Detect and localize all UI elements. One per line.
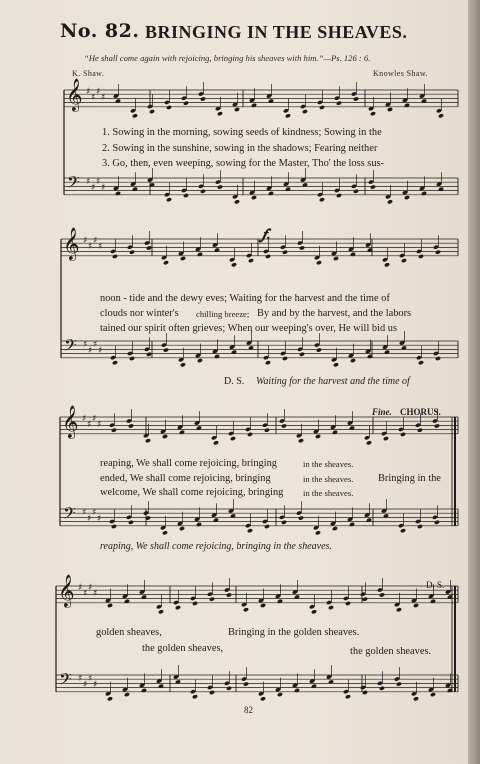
note-head — [316, 348, 322, 353]
note-head — [299, 245, 305, 250]
note-head — [435, 250, 441, 255]
note-head — [196, 522, 202, 527]
key-sharp: ♯ — [101, 93, 106, 103]
note-head — [224, 587, 230, 592]
note-head — [297, 347, 303, 352]
verse-1-line-3b: in the sheaves. — [303, 459, 354, 469]
note-head — [282, 356, 288, 361]
note-head — [434, 423, 440, 428]
note-head — [111, 428, 117, 433]
note-head — [264, 524, 270, 529]
note-head — [215, 180, 221, 185]
note-head — [179, 526, 185, 531]
key-sharp: ♯ — [93, 589, 98, 599]
key-sharp: ♯ — [96, 87, 101, 97]
note-head — [183, 101, 189, 106]
note-head — [144, 347, 150, 352]
note-head — [158, 609, 164, 614]
note-head — [398, 427, 404, 432]
key-sharp: ♯ — [98, 242, 103, 252]
note-head — [345, 694, 351, 699]
ds-lyric: Waiting for the harvest and the time of — [256, 376, 410, 387]
note-head — [248, 345, 254, 350]
note-head — [129, 356, 135, 361]
treble-clef: 𝄞 — [66, 78, 83, 111]
note-head — [415, 519, 421, 524]
note-head — [207, 685, 213, 690]
note-head — [226, 592, 232, 597]
note-head — [209, 690, 215, 695]
note-head — [162, 530, 168, 535]
note-head — [421, 191, 427, 196]
note-head — [381, 431, 387, 436]
key-sharp: ♯ — [92, 508, 97, 518]
note-head — [246, 253, 252, 258]
note-head — [362, 690, 368, 695]
note-head — [180, 256, 186, 261]
note-head — [317, 192, 323, 197]
alto-line-4b: the golden sheaves. — [350, 646, 432, 657]
note-head — [110, 249, 116, 254]
key-sharp: ♯ — [96, 177, 101, 187]
note-head — [175, 679, 181, 684]
note-head — [353, 189, 359, 194]
note-head — [432, 418, 438, 423]
key-sharp: ♯ — [91, 183, 96, 193]
note-head — [279, 515, 285, 520]
note-head — [298, 516, 304, 521]
ds-mark-end: D. S. — [426, 580, 445, 590]
note-head — [127, 245, 133, 250]
scripture-epigraph: “He shall come again with rejoicing, bringing his sheaves with him.”—Ps. 126 : 6. — [84, 53, 371, 63]
note-head — [164, 100, 170, 105]
note-head — [326, 600, 332, 605]
note-head — [430, 692, 436, 697]
note-head — [383, 436, 389, 441]
note-head — [132, 187, 138, 192]
note-head — [163, 348, 169, 353]
chorus-line-3c: Bringing in the — [378, 473, 441, 484]
treble-clef: 𝄞 — [63, 227, 80, 260]
note-head — [190, 689, 196, 694]
note-head — [416, 355, 422, 360]
note-head — [230, 513, 236, 518]
note-head — [217, 185, 223, 190]
note-head — [379, 592, 385, 597]
note-head — [384, 262, 390, 267]
note-head — [166, 197, 172, 202]
note-head — [231, 262, 237, 267]
note-head — [128, 423, 134, 428]
note-head — [360, 685, 366, 690]
key-sharp: ♯ — [97, 514, 102, 524]
note-head — [343, 596, 349, 601]
note-head — [217, 111, 223, 116]
note-head — [345, 601, 351, 606]
key-sharp: ♯ — [83, 340, 88, 350]
alto-line-4a: the golden sheaves, — [142, 643, 224, 654]
verse-1-line-2: noon - tide and the dewy eves; Waiting for the harvest and the time of — [100, 293, 390, 304]
note-head — [387, 107, 393, 112]
note-head — [302, 109, 308, 114]
note-head — [435, 356, 441, 361]
note-head — [309, 604, 315, 609]
note-head — [197, 358, 203, 363]
note-head — [398, 523, 404, 528]
note-head — [336, 193, 342, 198]
key-sharp: ♯ — [93, 340, 98, 350]
verse-1-line-1: 1. Sowing in the morning, sowing seeds of kindness; Sowing in the — [102, 127, 382, 138]
treble-clef: 𝄞 — [62, 405, 79, 438]
note-head — [415, 423, 421, 428]
note-head — [368, 180, 374, 185]
key-sharp: ♯ — [83, 236, 88, 246]
note-head — [351, 184, 357, 189]
note-head — [294, 688, 300, 693]
note-head — [200, 189, 206, 194]
note-head — [211, 435, 217, 440]
note-head — [156, 604, 162, 609]
note-head — [383, 513, 389, 518]
note-head — [214, 354, 220, 359]
note-head — [243, 607, 249, 612]
note-head — [162, 434, 168, 439]
note-head — [183, 193, 189, 198]
note-head — [434, 520, 440, 525]
note-head — [226, 686, 232, 691]
note-head — [163, 260, 169, 265]
note-head — [366, 518, 372, 523]
note-head — [370, 185, 376, 190]
verse-2-line-2a: clouds nor winter's — [100, 308, 179, 319]
note-head — [127, 351, 133, 356]
chorus-line-4a: golden sheaves, — [96, 627, 162, 638]
note-head — [147, 104, 153, 109]
note-head — [377, 587, 383, 592]
note-head — [248, 258, 254, 263]
note-head — [265, 254, 271, 259]
key-sharp: ♯ — [83, 589, 88, 599]
note-head — [328, 605, 334, 610]
note-head — [417, 524, 423, 529]
note-head — [315, 530, 321, 535]
note-head — [416, 249, 422, 254]
note-head — [192, 601, 198, 606]
note-head — [336, 101, 342, 106]
note-head — [260, 603, 266, 608]
note-head — [213, 518, 219, 523]
note-head — [213, 440, 219, 445]
key-sharp: ♯ — [101, 183, 106, 193]
note-head — [299, 352, 305, 357]
note-head — [316, 260, 322, 265]
note-head — [262, 423, 268, 428]
note-head — [247, 432, 253, 437]
note-head — [234, 199, 240, 204]
key-sharp: ♯ — [83, 680, 88, 690]
note-head — [370, 111, 376, 116]
verse-2-line-3b: in the sheaves. — [303, 474, 354, 484]
note-head — [334, 188, 340, 193]
note-head — [231, 350, 237, 355]
note-head — [180, 362, 186, 367]
treble-clef: 𝄞 — [58, 574, 75, 607]
note-head — [145, 438, 151, 443]
note-head — [311, 609, 317, 614]
note-head — [132, 113, 138, 118]
bass-clef: 𝄢 — [64, 335, 77, 359]
note-head — [311, 684, 317, 689]
note-head — [224, 681, 230, 686]
bass-clef: 𝄢 — [63, 503, 76, 527]
note-head — [377, 681, 383, 686]
key-sharp: ♯ — [78, 583, 83, 593]
note-head — [262, 519, 268, 524]
verse-3-line-1: 3. Go, then, even weeping, sowing for the Master, Tho' the loss sus- — [102, 158, 385, 169]
composer-credit: Knowles Shaw. — [373, 69, 428, 78]
note-head — [245, 427, 251, 432]
note-head — [263, 355, 269, 360]
note-head — [333, 362, 339, 367]
bass-clef: 𝄢 — [59, 669, 72, 693]
note-head — [264, 428, 270, 433]
note-head — [198, 91, 204, 96]
hymn-title: BRINGING IN THE SHEAVES. — [145, 22, 408, 42]
key-sharp: ♯ — [93, 236, 98, 246]
note-head — [283, 108, 289, 113]
note-head — [351, 91, 357, 96]
note-head — [281, 520, 287, 525]
verse-3-line-3b: in the sheaves. — [303, 488, 354, 498]
note-head — [396, 682, 402, 687]
bass-clef: 𝄢 — [67, 172, 80, 196]
note-head — [332, 526, 338, 531]
verse-2-line-2c: By and by the harvest, and the labors — [257, 308, 412, 319]
note-head — [400, 432, 406, 437]
note-head — [260, 696, 266, 701]
note-head — [126, 515, 132, 520]
note-head — [297, 240, 303, 245]
note-head — [418, 360, 424, 365]
note-head — [400, 528, 406, 533]
note-head — [314, 343, 320, 348]
note-head — [282, 250, 288, 255]
note-head — [364, 435, 370, 440]
key-sharp: ♯ — [86, 87, 91, 97]
note-head — [285, 113, 291, 118]
note-head — [438, 187, 444, 192]
note-head — [349, 522, 355, 527]
note-head — [109, 519, 115, 524]
note-head — [200, 96, 206, 101]
note-head — [334, 96, 340, 101]
note-head — [173, 600, 179, 605]
note-head — [144, 240, 150, 245]
fine-mark: Fine. — [372, 407, 392, 417]
note-head — [404, 195, 410, 200]
note-head — [161, 343, 167, 348]
key-sharp: ♯ — [91, 93, 96, 103]
note-head — [192, 694, 198, 699]
note-head — [164, 192, 170, 197]
key-sharp: ♯ — [82, 414, 87, 424]
verse-2-line-2b: chilling breeze; — [196, 309, 250, 319]
note-head — [396, 607, 402, 612]
note-head — [107, 603, 113, 608]
note-head — [417, 428, 423, 433]
note-head — [333, 256, 339, 261]
note-head — [149, 109, 155, 114]
note-head — [319, 197, 325, 202]
note-head — [245, 523, 251, 528]
note-head — [111, 524, 117, 529]
note-head — [243, 682, 249, 687]
note-head — [112, 360, 118, 365]
note-head — [265, 360, 271, 365]
note-head — [141, 688, 147, 693]
note-head — [399, 253, 405, 258]
note-head — [228, 431, 234, 436]
note-head — [418, 254, 424, 259]
note-head — [209, 597, 215, 602]
lyricist-credit: K. Shaw. — [72, 69, 105, 78]
key-sharp: ♯ — [92, 414, 97, 424]
note-head — [166, 105, 172, 110]
hymn-number: No. 82. — [60, 20, 140, 42]
key-sharp: ♯ — [88, 674, 93, 684]
key-sharp: ♯ — [82, 508, 87, 518]
note-head — [319, 105, 325, 110]
note-head — [247, 528, 253, 533]
key-sharp: ♯ — [88, 583, 93, 593]
ds-label: D. S. — [224, 376, 245, 387]
note-head — [112, 254, 118, 259]
note-head — [277, 692, 283, 697]
verse-2-line-1: 2. Sowing in the sunshine, sowing in the shadows; Fearing neither — [102, 143, 378, 154]
note-head — [438, 113, 444, 118]
note-head — [109, 423, 115, 428]
key-sharp: ♯ — [88, 242, 93, 252]
note-head — [126, 418, 132, 423]
note-head — [241, 677, 247, 682]
note-head — [401, 345, 407, 350]
note-head — [281, 423, 287, 428]
chorus-label: CHORUS. — [400, 407, 441, 417]
note-head — [379, 686, 385, 691]
page-number: 82 — [244, 705, 253, 715]
key-sharp: ♯ — [86, 177, 91, 187]
note-head — [268, 191, 274, 196]
note-head — [343, 689, 349, 694]
bass-lyric-line: reaping, We shall come rejoicing, bringing in the sheaves. — [100, 541, 332, 552]
note-head — [128, 520, 134, 525]
note-head — [436, 108, 442, 113]
note-head — [279, 418, 285, 423]
note-head — [433, 351, 439, 356]
note-head — [181, 96, 187, 101]
key-sharp: ♯ — [98, 346, 103, 356]
note-head — [198, 184, 204, 189]
note-head — [315, 434, 321, 439]
note-head — [387, 199, 393, 204]
note-head — [296, 511, 302, 516]
note-head — [401, 258, 407, 263]
note-head — [360, 592, 366, 597]
chorus-line-4b: Bringing in the golden sheaves. — [228, 627, 360, 638]
note-head — [433, 245, 439, 250]
note-head — [146, 245, 152, 250]
verse-1-line-3a: reaping, We shall come rejoicing, bringing — [100, 458, 278, 469]
note-head — [234, 107, 240, 112]
note-head — [384, 350, 390, 355]
key-sharp: ♯ — [78, 674, 83, 684]
note-head — [280, 245, 286, 250]
note-head — [115, 191, 121, 196]
note-head — [382, 257, 388, 262]
note-head — [124, 692, 130, 697]
note-head — [362, 597, 368, 602]
verse-3-line-2: tained our spirit often grieves; When our weeping's over, He will bid us — [100, 323, 398, 334]
note-head — [298, 438, 304, 443]
note-head — [230, 436, 236, 441]
key-sharp: ♯ — [88, 346, 93, 356]
note-head — [229, 257, 235, 262]
note-head — [158, 684, 164, 689]
note-head — [207, 592, 213, 597]
note-head — [353, 96, 359, 101]
note-head — [302, 182, 308, 187]
key-sharp: ♯ — [87, 420, 92, 430]
note-head — [107, 696, 113, 701]
note-head — [280, 351, 286, 356]
verse-2-line-3a: ended, We shall come rejoicing, bringing — [100, 473, 271, 484]
note-head — [317, 100, 323, 105]
note-head — [432, 515, 438, 520]
note-head — [263, 249, 269, 254]
key-sharp: ♯ — [93, 680, 98, 690]
note-head — [130, 108, 136, 113]
note-head — [175, 605, 181, 610]
note-head — [129, 250, 135, 255]
note-head — [300, 104, 306, 109]
sforzando-mark: 𝆑. — [262, 227, 271, 243]
note-head — [251, 195, 257, 200]
note-head — [110, 355, 116, 360]
note-head — [350, 358, 356, 363]
note-head — [413, 603, 419, 608]
key-sharp: ♯ — [97, 420, 102, 430]
note-head — [413, 696, 419, 701]
note-head — [366, 440, 372, 445]
note-head — [285, 187, 291, 192]
note-head — [146, 352, 152, 357]
verse-3-line-3a: welcome, We shall come rejoicing, bringing — [100, 487, 284, 498]
note-head — [143, 511, 149, 516]
key-sharp: ♯ — [87, 514, 92, 524]
note-head — [328, 679, 334, 684]
note-head — [190, 596, 196, 601]
note-head — [181, 188, 187, 193]
note-head — [394, 677, 400, 682]
